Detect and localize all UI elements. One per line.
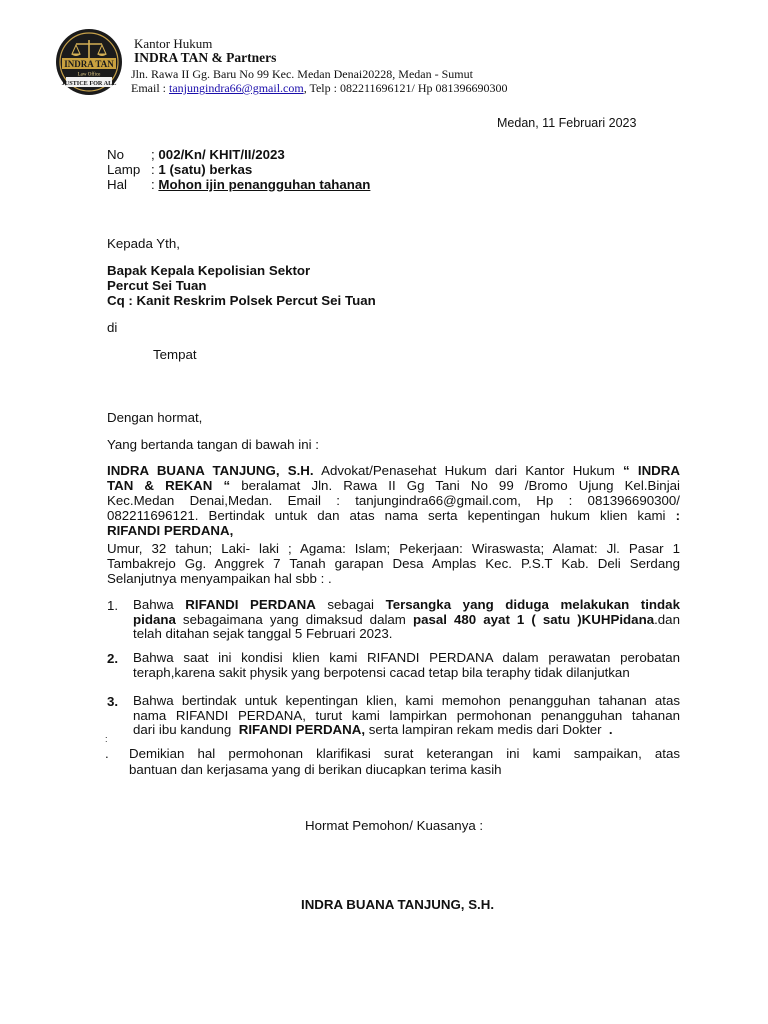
- point-3: [133, 694, 680, 738]
- recipient-line-1: Bapak Kepala Kepolisian Sektor: [107, 263, 311, 278]
- intro-line: Yang bertanda tangan di bawah ini :: [107, 437, 319, 452]
- recipient-place: Tempat: [153, 347, 197, 362]
- client-name: RIFANDI PERDANA,: [107, 523, 234, 538]
- point-3-client: RIFANDI PERDANA,: [238, 722, 366, 737]
- body-line-4-text: 082211696121. Bertindak untuk dan atas nama serta kepentingan hukum klien kami: [107, 508, 666, 523]
- point-3-line-1: Bahwa bertindak untuk kepentingan klien, kami memohon penangguhan tahanan atas: [133, 693, 680, 708]
- signature-regards: Hormat Pemohon/ Kuasanya :: [305, 818, 484, 833]
- recipient-di: di: [107, 320, 118, 335]
- meta-attachment-label: Lamp: [107, 162, 141, 177]
- point-3-number: 3.: [107, 694, 119, 709]
- meta-attachment-value: 1 (satu) berkas: [158, 162, 253, 177]
- phone-info: , Telp : 082211696121/ Hp 081396690300: [303, 81, 508, 95]
- point-1-d: .dan: [654, 611, 680, 627]
- law-office-logo: [52, 28, 126, 96]
- point-1-line-1: [133, 598, 680, 613]
- firm-contact: [131, 80, 508, 96]
- body-line-4-colon: :: [675, 508, 680, 523]
- meta-subject-label: Hal: [107, 177, 127, 192]
- logo-title: INDRA TAN: [64, 59, 114, 69]
- meta-subject-sep: :: [151, 177, 155, 192]
- meta-subject-value: Mohon ijin penangguhan tahanan: [158, 177, 371, 192]
- point-1-article: pasal 480 ayat 1 ( satu )KUHPidana: [412, 611, 655, 627]
- meta-number: [107, 147, 285, 162]
- point-2-number: 2.: [107, 651, 119, 666]
- email-link[interactable]: tanjungindra66@gmail.com: [169, 81, 304, 95]
- point-1-line-3: telah ditahan sejak tanggal 5 Februari 2023.: [133, 626, 393, 641]
- firm-name-part-1: “ INDRA: [623, 463, 680, 478]
- point-1-b: sebagaimana yang dimaksud dalam: [182, 611, 406, 627]
- closing-line-1: Demikian hal permohonan klarifikasi surat keterangan ini kami sampaikan, atas: [129, 746, 680, 761]
- point-1-status: Tersangka yang diduga melakukan tindak: [385, 597, 680, 612]
- signature-name: INDRA BUANA TANJUNG, S.H.: [301, 897, 495, 912]
- recipient-line-3: Cq : Kanit Reskrim Polsek Percut Sei Tuan: [107, 293, 376, 308]
- firm-address: Jln. Rawa II Gg. Baru No 99 Kec. Medan Denai20228, Medan - Sumut: [131, 67, 473, 81]
- point-3-c: serta lampiran rekam medis dari Dokter: [368, 722, 602, 737]
- point-3-d: .: [608, 722, 613, 737]
- meta-number-value: 002/Kn/ KHIT/II/2023: [158, 147, 285, 162]
- point-1-line-2: [133, 613, 680, 628]
- recipient-greeting: Kepada Yth,: [107, 236, 180, 251]
- letter-date: Medan, 11 Februari 2023: [497, 116, 637, 130]
- point-3-line-2: nama RIFANDI PERDANA, turut kami lampirkan permohonan penangguhan tahanan: [133, 707, 680, 723]
- salutation: Dengan hormat,: [107, 410, 203, 425]
- point-3-a: dari ibu kandung: [133, 722, 232, 737]
- closing-paragraph: [129, 746, 680, 778]
- body-line-7: Tambakrejo Gg. Anggrek 7 Tanah garapan Desa Amplas Kec. P.S.T Kab. Deli Serdang: [107, 556, 680, 571]
- office-label: Kantor Hukum: [134, 36, 213, 51]
- body-paragraph: [107, 463, 680, 586]
- point-2-line-2: teraph,karena sakit physik yang berpotensi cacad tetap bila teraphy tidak dilanjutkan: [133, 664, 630, 680]
- recipient-line-2: Percut Sei Tuan: [107, 278, 207, 293]
- point-1-pidana: pidana: [133, 611, 176, 627]
- body-line-2-text: beralamat Jln. Rawa II Gg Tani No 99 /Bromo Ujung Kel.Binjai: [241, 478, 680, 493]
- point-2: [133, 651, 680, 680]
- point-3-line-3: [133, 723, 680, 738]
- email-label: Email :: [131, 81, 166, 95]
- body-line-6: Umur, 32 tahun; Laki- laki ; Agama: Islam; Pekerjaan: Wiraswasta; Alamat: Jl. Pasar 1: [107, 541, 680, 556]
- body-line-3: Kec.Medan Denai,Medan. Email : tanjungindra66@gmail.com, Hp : 081396690300/: [107, 493, 680, 508]
- body-line-1-text: Advokat/Penasehat Hukum dari Kantor Hukum: [321, 463, 615, 478]
- firm-name: INDRA TAN & Partners: [134, 50, 277, 65]
- meta-attachment: [107, 162, 252, 177]
- point-1: [133, 598, 680, 642]
- point-2-line-1: Bahwa saat ini kondisi klien kami RIFANDI PERDANA dalam perawatan perobatan: [133, 650, 680, 665]
- firm-name-part-2: TAN & REKAN “: [107, 478, 231, 493]
- point-1-number: 1.: [107, 598, 119, 613]
- body-line-8: Selanjutnya menyampaikan hal sbb : .: [107, 571, 332, 586]
- meta-number-label: No: [107, 147, 124, 162]
- body-line-4: [107, 508, 680, 523]
- body-line-2: [107, 478, 680, 493]
- point-1-a: Bahwa: [133, 597, 174, 612]
- body-line-1: [107, 463, 680, 478]
- logo-motto: JUSTICE FOR ALL: [61, 80, 117, 87]
- meta-subject: [107, 177, 370, 192]
- closing-marker-bottom: .: [105, 746, 109, 761]
- point-1-c: sebagai: [327, 597, 374, 612]
- logo-subtitle: Law Office: [77, 72, 101, 78]
- advocate-name: INDRA BUANA TANJUNG, S.H.: [107, 463, 314, 478]
- meta-number-sep: ;: [151, 147, 155, 162]
- meta-attachment-sep: :: [151, 162, 155, 177]
- closing-marker-top: :: [105, 734, 108, 744]
- point-1-client: RIFANDI PERDANA: [185, 597, 316, 612]
- closing-line-2: bantuan dan kerjasama yang di berikan diucapkan terima kasih: [129, 762, 502, 777]
